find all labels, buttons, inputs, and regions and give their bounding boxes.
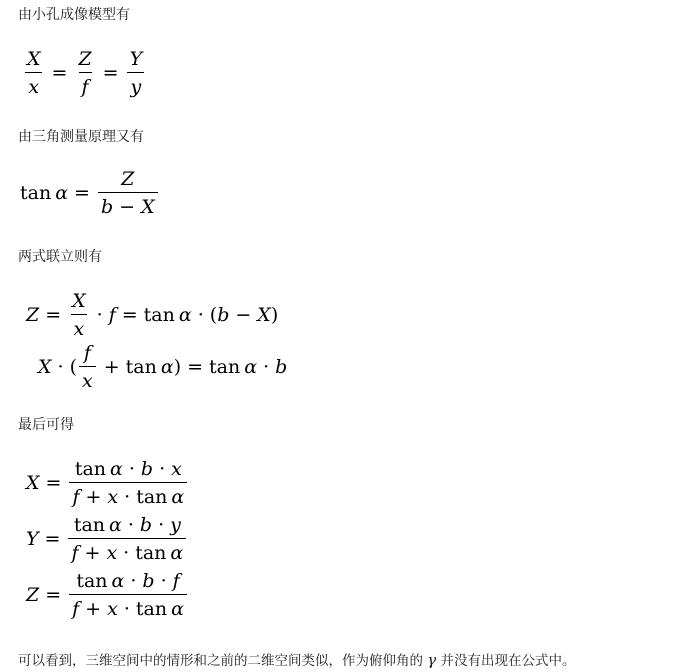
dot-operator: · — [197, 304, 204, 326]
var-alpha: α — [178, 304, 192, 326]
minus-sign: − — [235, 304, 252, 326]
fraction-result-Z — [69, 570, 187, 620]
var-alpha: α — [171, 486, 185, 508]
var-y: y — [170, 514, 181, 536]
right-paren: ) — [173, 356, 182, 378]
paragraph-combine: 两式联立则有 — [18, 249, 102, 265]
var-b: b — [139, 514, 153, 536]
dot-operator: · — [123, 542, 130, 564]
tan-function: tan — [74, 458, 107, 480]
tan-function: tan — [76, 570, 108, 592]
conclusion-text-after: 并没有出现在公式中。 — [436, 653, 576, 669]
fraction-result-X — [69, 458, 187, 508]
fraction-Z-over-f — [75, 48, 94, 98]
equals-sign: = — [44, 528, 61, 550]
var-Z: Z — [121, 168, 135, 190]
plus-sign: + — [85, 598, 102, 620]
var-Y: Y — [129, 48, 143, 70]
dot-operator: · — [96, 304, 103, 326]
dot-operator: · — [127, 514, 134, 536]
dot-operator: · — [128, 458, 135, 480]
equation-result-Y — [26, 514, 188, 564]
var-b: b — [100, 196, 114, 218]
conclusion-text-before: 可以看到，三维空间中的情形和之前的二维空间类似，作为俯仰角的 — [18, 653, 428, 669]
fraction-X-over-x — [69, 290, 89, 340]
var-x: x — [79, 366, 96, 392]
denominator-f-plus-x-tan-alpha — [69, 482, 187, 508]
paragraph-triangulation: 由三角测量原理又有 — [18, 129, 144, 145]
fraction-Y-over-y — [127, 48, 146, 98]
paragraph-finally: 最后可得 — [18, 417, 74, 433]
dot-operator: · — [160, 570, 167, 592]
var-Y: Y — [26, 528, 39, 550]
var-f: f — [79, 72, 92, 98]
equals-sign: = — [121, 304, 138, 326]
var-X: X — [38, 356, 52, 378]
dot-operator: · — [158, 514, 165, 536]
numerator-tan-alpha-b-f — [73, 570, 182, 594]
tan-function: tan — [135, 542, 167, 564]
equation-triangulation — [20, 168, 160, 218]
var-X: X — [72, 290, 86, 312]
equals-sign: = — [187, 356, 204, 378]
equation-result-Z — [26, 570, 189, 620]
var-f: f — [172, 570, 180, 592]
var-f: f — [72, 598, 80, 620]
equals-sign: = — [45, 472, 62, 494]
var-b: b — [140, 458, 154, 480]
dot-operator: · — [159, 458, 166, 480]
var-y: y — [127, 72, 144, 98]
tan-function: tan — [135, 598, 168, 620]
var-Z: Z — [26, 304, 40, 326]
plus-sign: + — [84, 542, 101, 564]
var-f: f — [108, 304, 116, 326]
var-alpha: α — [160, 356, 174, 378]
var-Z: Z — [78, 48, 92, 70]
tan-function: tan — [73, 514, 106, 536]
var-x: x — [106, 542, 118, 564]
var-alpha: α — [111, 570, 125, 592]
tan-function: tan — [143, 304, 175, 326]
left-paren: ( — [69, 356, 77, 378]
fraction-f-over-x — [79, 342, 96, 392]
minus-sign: − — [119, 196, 136, 218]
var-X: X — [257, 304, 271, 326]
plus-sign: + — [85, 486, 102, 508]
var-b: b — [217, 304, 230, 326]
var-gamma: γ — [427, 651, 437, 669]
dot-operator: · — [57, 356, 64, 378]
denominator-f-plus-x-tan-alpha — [68, 538, 186, 564]
fraction-Z-over-b-minus-X — [98, 168, 158, 218]
right-paren: ) — [270, 304, 279, 326]
var-X: X — [141, 196, 155, 218]
fraction-result-Y — [68, 514, 186, 564]
equals-sign: = — [51, 62, 68, 84]
left-paren: ( — [209, 304, 218, 326]
var-x: x — [107, 486, 119, 508]
var-f: f — [72, 486, 80, 508]
dot-operator: · — [263, 356, 270, 378]
equation-pinhole — [22, 48, 147, 98]
var-Z: Z — [26, 584, 40, 606]
var-X: X — [26, 472, 40, 494]
tan-function: tan — [209, 356, 241, 378]
equals-sign: = — [102, 62, 119, 84]
tan-function: tan — [125, 356, 157, 378]
equation-result-X — [26, 458, 189, 508]
dot-operator: · — [130, 570, 137, 592]
fraction-X-over-x — [24, 48, 44, 98]
tan-function: tan — [136, 486, 168, 508]
dot-operator: · — [124, 486, 131, 508]
equals-sign: = — [45, 584, 62, 606]
numerator-tan-alpha-b-x — [72, 458, 185, 482]
var-alpha: α — [244, 356, 258, 378]
numerator-tan-alpha-b-y — [71, 514, 184, 538]
plus-sign: + — [103, 356, 120, 378]
denominator-b-minus-X — [98, 192, 158, 218]
equation-combined-line-2 — [38, 342, 287, 392]
var-x: x — [171, 458, 182, 480]
var-x: x — [25, 72, 42, 98]
tan-function: tan — [20, 182, 52, 204]
equation-combined-line-1 — [26, 290, 278, 340]
var-X: X — [27, 48, 41, 70]
var-alpha: α — [170, 542, 184, 564]
equals-sign: = — [45, 304, 62, 326]
var-x: x — [71, 314, 88, 340]
var-x: x — [107, 598, 118, 620]
paragraph-conclusion — [18, 651, 576, 670]
var-alpha: α — [55, 182, 69, 204]
var-alpha: α — [171, 598, 184, 620]
var-b: b — [142, 570, 155, 592]
var-b: b — [275, 356, 288, 378]
var-alpha: α — [110, 458, 123, 480]
paragraph-pinhole-model: 由小孔成像模型有 — [18, 7, 130, 23]
var-alpha: α — [109, 514, 122, 536]
equals-sign: = — [74, 182, 90, 204]
var-f: f — [71, 542, 79, 564]
var-f: f — [83, 342, 91, 364]
denominator-f-plus-x-tan-alpha — [69, 594, 187, 620]
dot-operator: · — [123, 598, 130, 620]
